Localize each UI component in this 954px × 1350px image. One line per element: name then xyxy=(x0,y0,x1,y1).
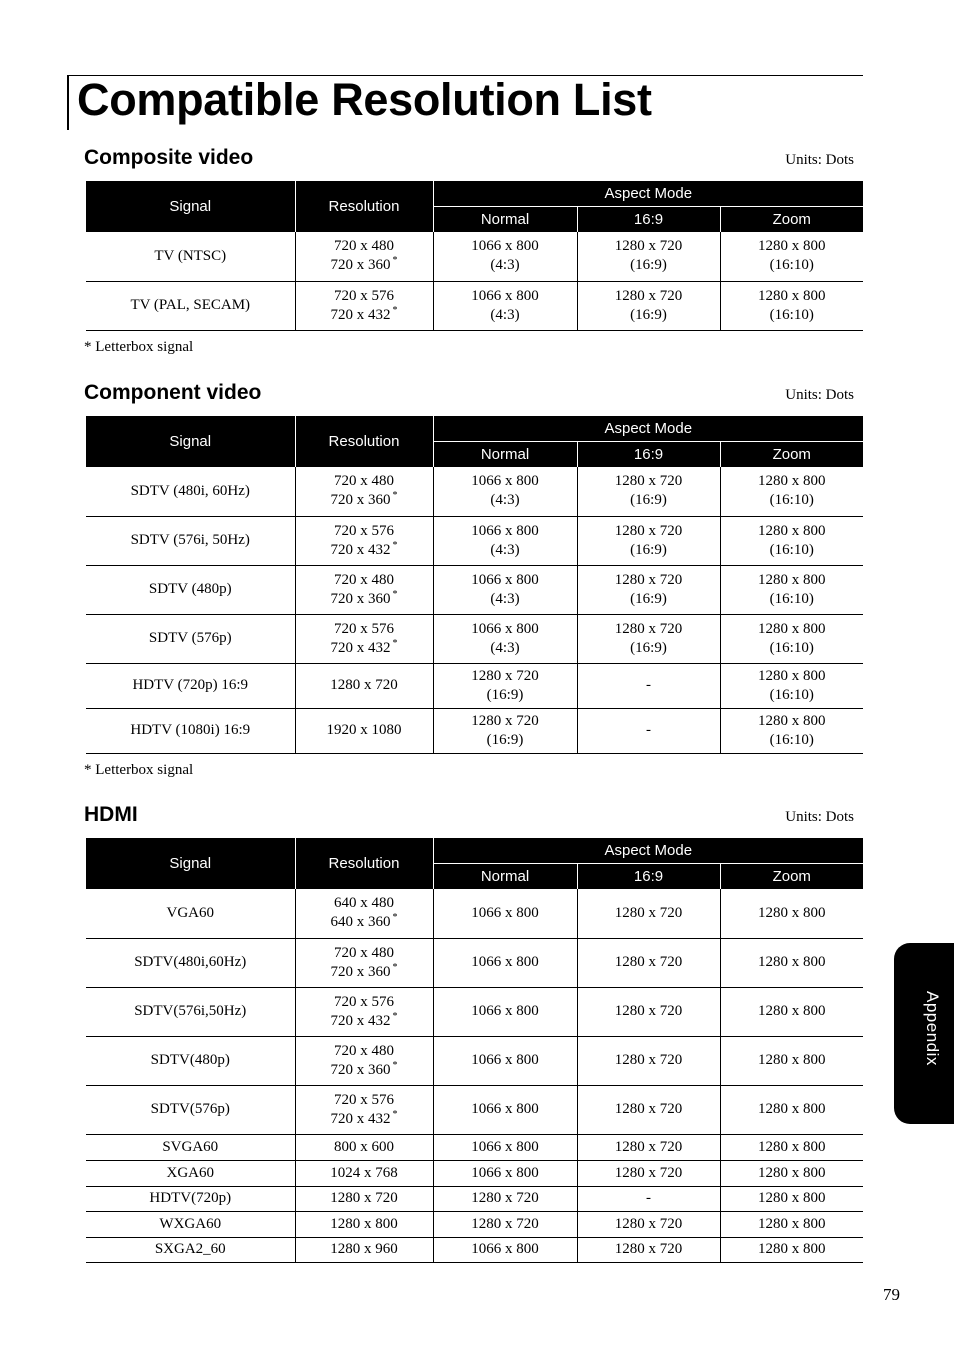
footnote: * Letterbox signal xyxy=(84,339,194,355)
cell-line: 720 x 576 xyxy=(334,1091,394,1108)
normal-cell xyxy=(433,1134,577,1160)
appendix-side-tab xyxy=(894,943,954,1124)
zoom-cell xyxy=(720,281,863,330)
cell-line: 1280 x 800 xyxy=(758,1215,826,1232)
header-normal: Normal xyxy=(433,864,577,890)
cell-line: 1280 x 720 xyxy=(471,712,539,729)
signal-cell: SDTV(480p) xyxy=(86,1036,295,1085)
table-row xyxy=(86,281,863,330)
resolution-cell xyxy=(295,987,433,1036)
signal-cell: WXGA60 xyxy=(86,1211,295,1237)
cell-line: (4:3) xyxy=(490,257,520,274)
cell-line: 720 x 480 xyxy=(334,238,394,255)
cell-line: 1066 x 800 xyxy=(471,954,539,970)
resolution-cell xyxy=(295,889,433,938)
cell-line: 1280 x 800 xyxy=(758,620,826,637)
cell-line: - xyxy=(646,722,651,738)
header-aspect-mode: Aspect Mode xyxy=(433,416,863,442)
zoom-cell xyxy=(720,987,863,1036)
page-number: 79 xyxy=(883,1285,900,1304)
header-resolution: Resolution xyxy=(295,181,433,232)
cell-line: 1280 x 800 xyxy=(758,1003,826,1019)
table-row xyxy=(86,938,863,987)
cell-line: 1066 x 800 xyxy=(471,238,539,255)
signal-cell: TV (NTSC) xyxy=(86,232,295,281)
signal-cell: SDTV(480i,60Hz) xyxy=(86,938,295,987)
section-title-component-video: Component video xyxy=(84,381,262,404)
resolution-cell xyxy=(295,663,433,708)
resolution-cell xyxy=(295,516,433,565)
cell-line: (16:10) xyxy=(769,257,814,274)
cell-line: (16:10) xyxy=(769,590,814,607)
cell-line: 720 x 360 * xyxy=(330,1059,398,1078)
header-normal: Normal xyxy=(433,442,577,468)
table-row xyxy=(86,1237,863,1262)
cell-line: 1280 x 800 xyxy=(758,522,826,539)
cell-line: 1280 x 720 xyxy=(330,677,398,693)
header-resolution: Resolution xyxy=(295,416,433,467)
cell-line: 1024 x 768 xyxy=(330,1164,398,1181)
cell-line: 640 x 360 * xyxy=(330,912,398,931)
header-16-9: 16:9 xyxy=(577,864,720,890)
cell-line: 1280 x 800 xyxy=(758,1241,826,1257)
cell-line: - xyxy=(646,1190,651,1206)
table-row xyxy=(86,987,863,1036)
cell-line: 1066 x 800 xyxy=(471,1164,539,1181)
table-row xyxy=(86,1211,863,1237)
zoom-cell xyxy=(720,1134,863,1160)
table-row xyxy=(86,1134,863,1160)
table-row xyxy=(86,708,863,753)
cell-line: 720 x 432 * xyxy=(330,539,398,558)
cell-line: 1066 x 800 xyxy=(471,620,539,637)
cell-line: 1280 x 720 xyxy=(614,287,683,304)
cell-line: 720 x 432 * xyxy=(330,1010,398,1029)
normal-cell xyxy=(433,1186,577,1211)
header-aspect-mode: Aspect Mode xyxy=(433,838,863,864)
resolution-cell xyxy=(295,1036,433,1085)
header-zoom: Zoom xyxy=(720,864,863,890)
letterbox-asterisk: * xyxy=(392,637,398,649)
units-label: Units: Dots xyxy=(785,809,854,825)
normal-cell xyxy=(433,889,577,938)
cell-line: (4:3) xyxy=(490,639,520,656)
resolution-cell xyxy=(295,1160,433,1186)
sixteen-nine-cell xyxy=(577,467,720,516)
sixteen-nine-cell xyxy=(577,938,720,987)
cell-line: 1066 x 800 xyxy=(471,1138,539,1155)
table-row xyxy=(86,516,863,565)
cell-line: 720 x 576 xyxy=(334,620,394,637)
sixteen-nine-cell xyxy=(577,663,720,708)
sixteen-nine-cell xyxy=(577,708,720,753)
signal-cell: SDTV(576i,50Hz) xyxy=(86,987,295,1036)
header-16-9: 16:9 xyxy=(577,207,720,233)
section-title-composite-video: Composite video xyxy=(84,146,254,169)
zoom-cell xyxy=(720,889,863,938)
letterbox-asterisk: * xyxy=(392,304,398,316)
signal-cell: HDTV (1080i) 16:9 xyxy=(86,708,295,753)
cell-line: (16:9) xyxy=(630,541,667,558)
zoom-cell xyxy=(720,1211,863,1237)
zoom-cell xyxy=(720,663,863,708)
header-normal: Normal xyxy=(433,207,577,233)
cell-line: 720 x 360 * xyxy=(330,961,398,980)
cell-line: (16:9) xyxy=(630,590,667,607)
signal-cell: HDTV (720p) 16:9 xyxy=(86,663,295,708)
cell-line: 1280 x 720 xyxy=(330,1190,398,1206)
sixteen-nine-cell xyxy=(577,516,720,565)
cell-line: 1280 x 800 xyxy=(758,571,826,588)
signal-cell: SXGA2_60 xyxy=(86,1237,295,1262)
cell-line: 1280 x 800 xyxy=(758,954,826,970)
resolution-cell xyxy=(295,281,433,330)
cell-line: 1280 x 720 xyxy=(614,473,683,490)
cell-line: (16:10) xyxy=(769,731,814,748)
cell-line: 1066 x 800 xyxy=(471,904,539,921)
table-row xyxy=(86,1160,863,1186)
sixteen-nine-cell xyxy=(577,1186,720,1211)
normal-cell xyxy=(433,1237,577,1262)
letterbox-asterisk: * xyxy=(392,539,398,551)
letterbox-asterisk: * xyxy=(392,1108,398,1120)
normal-cell xyxy=(433,281,577,330)
cell-line: 1280 x 720 xyxy=(614,522,683,539)
signal-cell: SDTV (480i, 60Hz) xyxy=(86,467,295,516)
cell-line: 720 x 576 xyxy=(334,522,394,539)
normal-cell xyxy=(433,987,577,1036)
cell-line: (16:10) xyxy=(769,492,814,509)
sixteen-nine-cell xyxy=(577,987,720,1036)
zoom-cell xyxy=(720,232,863,281)
signal-cell: XGA60 xyxy=(86,1160,295,1186)
cell-line: 1280 x 720 xyxy=(471,1215,539,1232)
cell-line: 1280 x 720 xyxy=(614,904,683,921)
table-row xyxy=(86,565,863,614)
cell-line: 1066 x 800 xyxy=(471,287,539,304)
cell-line: 1280 x 720 xyxy=(614,1101,683,1117)
sixteen-nine-cell xyxy=(577,1134,720,1160)
cell-line: 1280 x 720 xyxy=(614,1052,683,1068)
zoom-cell xyxy=(720,1085,863,1134)
cell-line: 1920 x 1080 xyxy=(326,722,402,738)
cell-line: 1280 x 800 xyxy=(330,1215,398,1232)
cell-line: 1066 x 800 xyxy=(471,473,539,490)
normal-cell xyxy=(433,1036,577,1085)
letterbox-asterisk: * xyxy=(392,255,398,267)
table-row xyxy=(86,1186,863,1211)
cell-line: 1280 x 720 xyxy=(614,571,683,588)
title-rule-left xyxy=(67,75,69,130)
signal-cell: SDTV (480p) xyxy=(86,565,295,614)
cell-line: 1066 x 800 xyxy=(471,571,539,588)
section-title-hdmi: HDMI xyxy=(84,803,138,826)
resolution-cell xyxy=(295,1211,433,1237)
units-label: Units: Dots xyxy=(785,387,854,403)
cell-line: 720 x 432 * xyxy=(330,304,398,323)
component-video-table xyxy=(86,416,863,754)
sixteen-nine-cell xyxy=(577,565,720,614)
cell-line: (16:10) xyxy=(769,686,814,703)
letterbox-asterisk: * xyxy=(392,490,398,502)
cell-line: 1280 x 720 xyxy=(614,954,683,970)
cell-line: (4:3) xyxy=(490,590,520,607)
resolution-cell xyxy=(295,1085,433,1134)
cell-line: (16:10) xyxy=(769,306,814,323)
sixteen-nine-cell xyxy=(577,1085,720,1134)
resolution-cell xyxy=(295,232,433,281)
normal-cell xyxy=(433,516,577,565)
header-signal: Signal xyxy=(86,838,295,889)
header-zoom: Zoom xyxy=(720,207,863,233)
table-row xyxy=(86,1085,863,1134)
zoom-cell xyxy=(720,1160,863,1186)
table-row xyxy=(86,614,863,663)
resolution-cell xyxy=(295,467,433,516)
cell-line: 1066 x 800 xyxy=(471,1101,539,1117)
cell-line: 1280 x 720 xyxy=(614,238,683,255)
letterbox-asterisk: * xyxy=(392,1010,398,1022)
resolution-cell xyxy=(295,708,433,753)
normal-cell xyxy=(433,565,577,614)
cell-line: 1280 x 720 xyxy=(614,1215,683,1232)
letterbox-asterisk: * xyxy=(392,1059,398,1071)
header-aspect-mode: Aspect Mode xyxy=(433,181,863,207)
sixteen-nine-cell xyxy=(577,1036,720,1085)
cell-line: 720 x 576 xyxy=(334,287,394,304)
cell-line: (4:3) xyxy=(490,492,520,509)
cell-line: 1280 x 800 xyxy=(758,1138,826,1155)
cell-line: (16:9) xyxy=(630,639,667,656)
cell-line: (16:9) xyxy=(486,686,524,703)
cell-line: 1280 x 800 xyxy=(758,904,826,921)
resolution-cell xyxy=(295,938,433,987)
zoom-cell xyxy=(720,1237,863,1262)
table-row xyxy=(86,1036,863,1085)
cell-line: 720 x 360 * xyxy=(330,255,398,274)
sixteen-nine-cell xyxy=(577,614,720,663)
resolution-cell xyxy=(295,1186,433,1211)
signal-cell: SVGA60 xyxy=(86,1134,295,1160)
footnote: * Letterbox signal xyxy=(84,762,194,778)
cell-line: 1280 x 720 xyxy=(614,1138,683,1155)
letterbox-asterisk: * xyxy=(392,912,398,924)
zoom-cell xyxy=(720,467,863,516)
resolution-cell xyxy=(295,614,433,663)
normal-cell xyxy=(433,1160,577,1186)
table-row xyxy=(86,889,863,938)
cell-line: 1280 x 800 xyxy=(758,1164,826,1181)
cell-line: 720 x 432 * xyxy=(330,637,398,656)
cell-line: 1066 x 800 xyxy=(471,1052,539,1068)
cell-line: - xyxy=(646,677,651,693)
normal-cell xyxy=(433,708,577,753)
table-row xyxy=(86,663,863,708)
zoom-cell xyxy=(720,565,863,614)
cell-line: 1066 x 800 xyxy=(471,1003,539,1019)
sixteen-nine-cell xyxy=(577,889,720,938)
normal-cell xyxy=(433,663,577,708)
normal-cell xyxy=(433,1211,577,1237)
units-label: Units: Dots xyxy=(785,152,854,168)
cell-line: 1066 x 800 xyxy=(471,1241,539,1257)
cell-line: 720 x 480 xyxy=(334,473,394,490)
cell-line: 720 x 360 * xyxy=(330,588,398,607)
cell-line: (16:10) xyxy=(769,541,814,558)
cell-line: 720 x 576 xyxy=(334,993,394,1010)
cell-line: (16:9) xyxy=(630,492,667,509)
cell-line: 1280 x 800 xyxy=(758,1101,826,1117)
signal-cell: SDTV(576p) xyxy=(86,1085,295,1134)
zoom-cell xyxy=(720,516,863,565)
cell-line: (4:3) xyxy=(490,306,520,323)
cell-line: 1280 x 800 xyxy=(758,667,826,684)
header-resolution: Resolution xyxy=(295,838,433,889)
resolution-cell xyxy=(295,1134,433,1160)
cell-line: 1066 x 800 xyxy=(471,522,539,539)
sixteen-nine-cell xyxy=(577,232,720,281)
composite-video-table xyxy=(86,181,863,331)
cell-line: 1280 x 720 xyxy=(614,1003,683,1019)
cell-line: 800 x 600 xyxy=(334,1138,394,1155)
signal-cell: HDTV(720p) xyxy=(86,1186,295,1211)
letterbox-asterisk: * xyxy=(392,588,398,600)
zoom-cell xyxy=(720,614,863,663)
cell-line: 720 x 432 * xyxy=(330,1108,398,1127)
cell-line: (16:9) xyxy=(486,731,524,748)
normal-cell xyxy=(433,938,577,987)
sixteen-nine-cell xyxy=(577,281,720,330)
cell-line: 1280 x 720 xyxy=(614,1164,683,1181)
header-signal: Signal xyxy=(86,416,295,467)
cell-line: 1280 x 800 xyxy=(758,1052,826,1068)
cell-line: 720 x 360 * xyxy=(330,490,398,509)
table-row xyxy=(86,232,863,281)
signal-cell: VGA60 xyxy=(86,889,295,938)
cell-line: (4:3) xyxy=(490,541,520,558)
normal-cell xyxy=(433,232,577,281)
zoom-cell xyxy=(720,1036,863,1085)
sixteen-nine-cell xyxy=(577,1160,720,1186)
sixteen-nine-cell xyxy=(577,1211,720,1237)
zoom-cell xyxy=(720,708,863,753)
cell-line: (16:9) xyxy=(630,306,667,323)
resolution-cell xyxy=(295,1237,433,1262)
cell-line: 1280 x 800 xyxy=(758,473,826,490)
cell-line: 1280 x 800 xyxy=(758,238,826,255)
cell-line: 1280 x 800 xyxy=(758,287,826,304)
cell-line: 1280 x 720 xyxy=(614,620,683,637)
signal-cell: TV (PAL, SECAM) xyxy=(86,281,295,330)
page-title: Compatible Resolution List xyxy=(77,74,652,125)
hdmi-table xyxy=(86,838,863,1263)
header-signal: Signal xyxy=(86,181,295,232)
header-16-9: 16:9 xyxy=(577,442,720,468)
zoom-cell xyxy=(720,938,863,987)
cell-line: 720 x 480 xyxy=(334,571,394,588)
cell-line: 1280 x 800 xyxy=(758,1190,826,1206)
appendix-tab-label: Appendix xyxy=(923,991,942,1066)
cell-line: 1280 x 960 xyxy=(330,1241,398,1257)
cell-line: 1280 x 800 xyxy=(758,712,826,729)
cell-line: 1280 x 720 xyxy=(471,667,539,684)
cell-line: 1280 x 720 xyxy=(471,1190,539,1206)
cell-line: (16:10) xyxy=(769,639,814,656)
normal-cell xyxy=(433,1085,577,1134)
normal-cell xyxy=(433,467,577,516)
header-zoom: Zoom xyxy=(720,442,863,468)
signal-cell: SDTV (576i, 50Hz) xyxy=(86,516,295,565)
cell-line: 1280 x 720 xyxy=(614,1241,683,1257)
cell-line: 720 x 480 xyxy=(334,944,394,961)
cell-line: 640 x 480 xyxy=(334,895,394,912)
table-row xyxy=(86,467,863,516)
cell-line: (16:9) xyxy=(630,257,667,274)
sixteen-nine-cell xyxy=(577,1237,720,1262)
signal-cell: SDTV (576p) xyxy=(86,614,295,663)
cell-line: 720 x 480 xyxy=(334,1042,394,1059)
letterbox-asterisk: * xyxy=(392,961,398,973)
normal-cell xyxy=(433,614,577,663)
zoom-cell xyxy=(720,1186,863,1211)
resolution-cell xyxy=(295,565,433,614)
